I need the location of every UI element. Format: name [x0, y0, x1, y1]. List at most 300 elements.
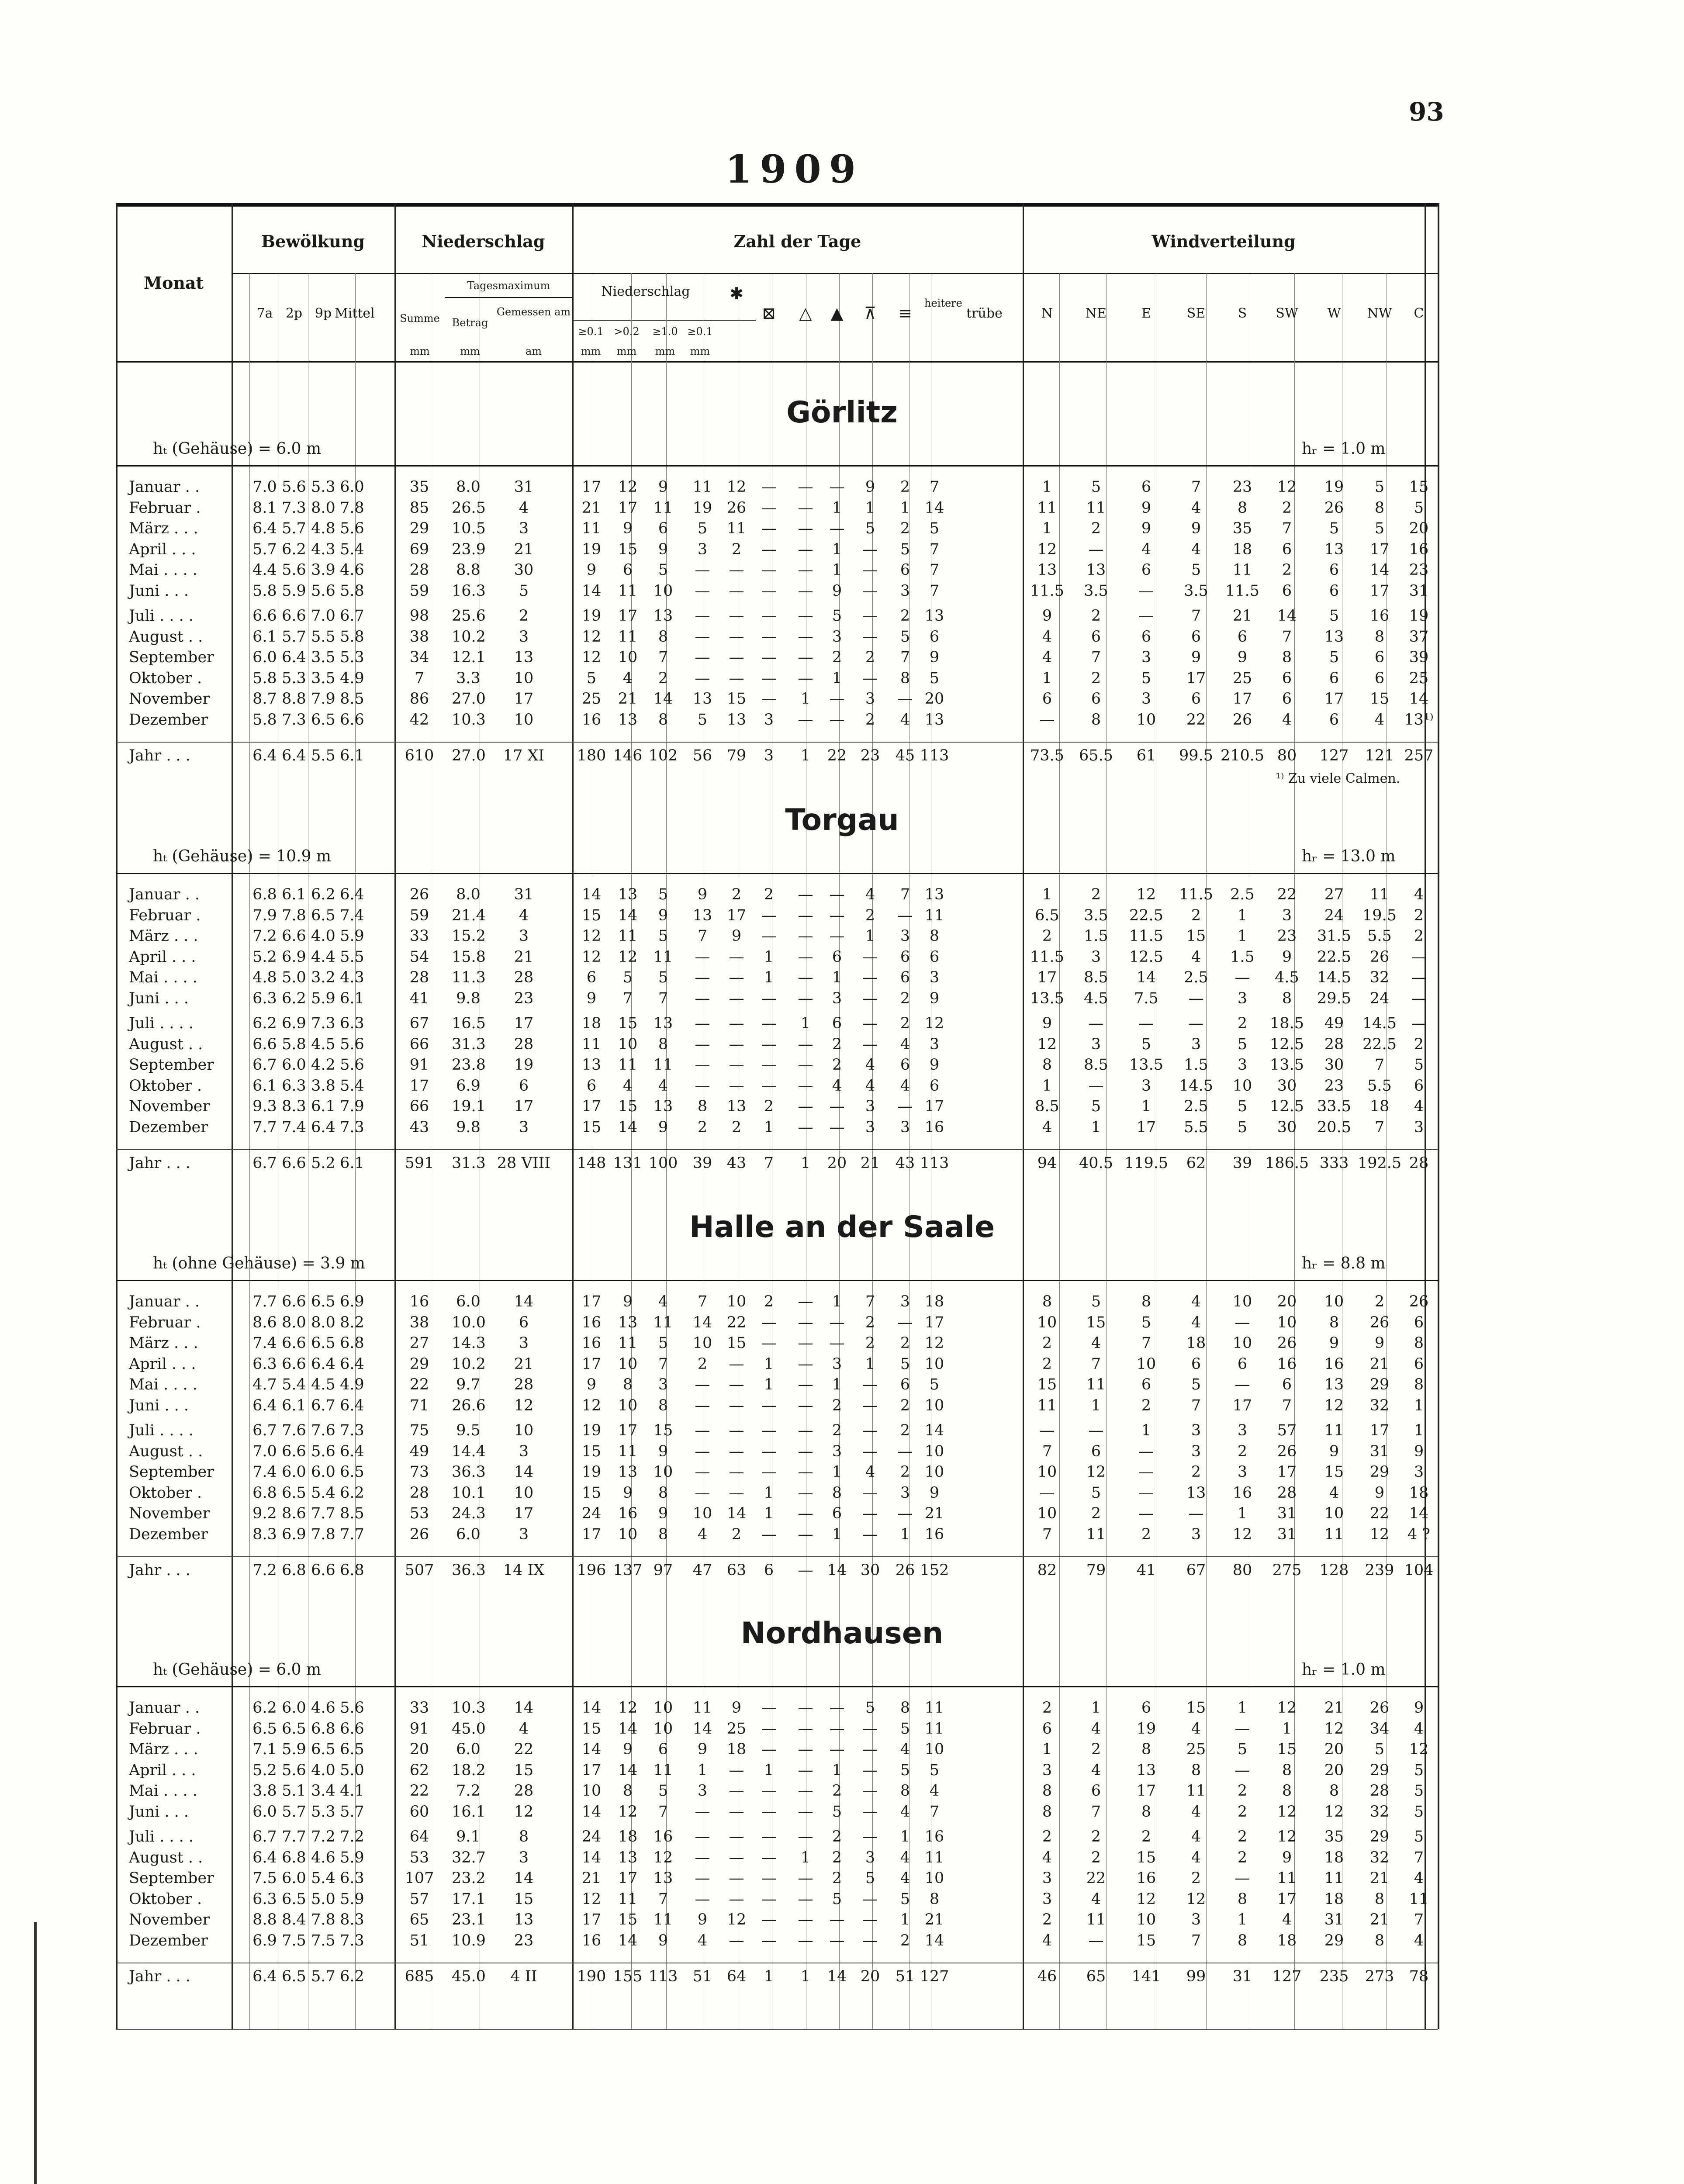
cell: —	[1138, 1505, 1154, 1522]
cell: 3	[900, 1293, 910, 1310]
cell: 8	[1329, 1782, 1339, 1800]
cell: 16.1	[452, 1803, 486, 1821]
cell: 9	[1374, 1334, 1385, 1352]
month-label: November	[129, 690, 210, 708]
month-label: März . . .	[129, 927, 198, 945]
tage-symbol-3: ▲	[830, 304, 844, 323]
cell: 17	[726, 906, 747, 924]
cell: —	[761, 690, 777, 708]
cell: 17	[1369, 582, 1390, 600]
cell: 104	[1404, 1562, 1434, 1579]
bew-col-1: 2p	[285, 306, 303, 321]
cell: 4	[622, 669, 633, 687]
cell: 6.0	[456, 1741, 481, 1758]
tage-symbol-0: ✱	[730, 284, 743, 303]
cell: 100	[648, 1154, 678, 1172]
cell: —	[1234, 1313, 1250, 1331]
month-label: Juni . . .	[129, 1396, 189, 1414]
cell: —	[862, 948, 878, 966]
cell: 6.1	[282, 1396, 306, 1414]
cell: 6.5	[311, 1741, 335, 1758]
cell: 2	[865, 1313, 875, 1331]
month-label: Mai . . . .	[129, 969, 197, 986]
cell: 12.1	[452, 649, 486, 666]
cell: 10	[924, 1741, 944, 1758]
cell: 4	[1414, 1870, 1424, 1887]
cell: 15	[581, 1484, 602, 1502]
cell: 5	[832, 607, 842, 625]
cell: 59	[409, 582, 429, 600]
month-label: Februar .	[129, 906, 201, 924]
cell: 24	[581, 1505, 602, 1522]
cell: 36.3	[452, 1463, 486, 1481]
cell: —	[695, 1828, 710, 1845]
group-monat: Monat	[143, 273, 204, 293]
cell: —	[798, 886, 813, 903]
cell: 22	[1186, 711, 1206, 729]
cell: 10	[618, 1396, 638, 1414]
cell: 23	[1232, 478, 1252, 496]
cell: 6	[1282, 540, 1292, 558]
cell: 20	[409, 1741, 429, 1758]
cell: 17	[1324, 690, 1344, 708]
cell: 4	[1191, 499, 1201, 517]
cell: 33	[409, 1699, 429, 1717]
cell: 5	[900, 1761, 910, 1779]
cell: 2	[1091, 1505, 1101, 1522]
cell: 23	[860, 747, 880, 764]
cell: 22	[514, 1741, 534, 1758]
cell: 19	[581, 1422, 602, 1439]
cell: 11	[653, 499, 673, 517]
cell: —	[761, 906, 777, 924]
cell: 2	[1282, 561, 1292, 579]
cell: 591	[405, 1154, 434, 1172]
cell: 11	[1186, 1782, 1206, 1800]
cell: 3	[832, 1355, 842, 1373]
cell: 14	[581, 1699, 602, 1717]
cell: 1	[800, 690, 811, 708]
cell: 4	[1282, 711, 1292, 729]
cell: 2	[1237, 1803, 1248, 1821]
cell: 14 IX	[503, 1562, 545, 1579]
cell: 4	[1414, 1720, 1424, 1738]
cell: 5.6	[340, 1056, 364, 1074]
cell: 65	[1086, 1968, 1106, 1985]
cell: 6	[658, 1741, 668, 1758]
cell: 7.0	[252, 478, 277, 496]
cell: 16.3	[452, 582, 486, 600]
cell: 13	[726, 1098, 747, 1115]
cell: 8.0	[456, 478, 481, 496]
cell: 7	[697, 927, 708, 945]
cell: 4	[1414, 886, 1424, 903]
cell: 3	[1237, 1463, 1248, 1481]
cell: 12	[1037, 540, 1057, 558]
cell: —	[862, 1525, 878, 1543]
cell: 14.5	[1362, 1015, 1397, 1032]
cell: 5	[929, 1761, 940, 1779]
cell: 5.4	[311, 1870, 335, 1887]
cell: 2	[1042, 1699, 1052, 1717]
cell: 3	[1091, 1035, 1101, 1053]
cell: 1	[832, 969, 842, 986]
cell: 30	[1324, 1056, 1344, 1074]
cell: 5.3	[340, 649, 364, 666]
cell: 22.5	[1129, 906, 1163, 924]
cell: 14	[581, 886, 602, 903]
cell: —	[798, 582, 813, 600]
cell: 22	[1086, 1870, 1106, 1887]
cell: 14	[1136, 969, 1156, 986]
cell: 4.9	[340, 669, 364, 687]
cell: 5.8	[340, 582, 364, 600]
cell: 6	[1191, 1355, 1201, 1373]
cell: 8	[622, 1782, 633, 1800]
cell: 2	[900, 520, 910, 537]
cell: 14	[1277, 607, 1297, 625]
cell: 4.6	[340, 561, 364, 579]
cell: 6.5	[282, 1890, 306, 1908]
cell: 4.4	[311, 948, 335, 966]
cell: —	[695, 1849, 710, 1866]
cell: 4 II	[510, 1968, 537, 1985]
cell: 15	[1277, 1741, 1297, 1758]
cell: 6.4	[252, 1968, 277, 1985]
nied-mm-2: mm	[460, 345, 480, 357]
cell: —	[761, 1911, 777, 1928]
cell: 6.6	[252, 1035, 277, 1053]
cell: —	[1234, 1720, 1250, 1738]
cell: 1	[1042, 520, 1052, 537]
cell: 7.7	[252, 1293, 277, 1310]
cell: 4.0	[311, 1761, 335, 1779]
cell: 9.5	[456, 1422, 481, 1439]
cell: 1	[1091, 1118, 1101, 1136]
cell: 3	[900, 1484, 910, 1502]
cell: 33.5	[1317, 1098, 1351, 1115]
cell: 13	[924, 607, 944, 625]
wind-col-c: C	[1414, 306, 1424, 321]
cell: 17	[581, 1098, 602, 1115]
wind-col-nw: NW	[1367, 306, 1392, 321]
cell: 17	[618, 1870, 638, 1887]
month-label: November	[129, 1098, 210, 1115]
cell: 190	[577, 1968, 606, 1985]
cell: 9	[658, 1118, 668, 1136]
cell: 16	[1409, 540, 1429, 558]
cell: 2	[832, 649, 842, 666]
wind-col-e: E	[1141, 306, 1151, 321]
cell: 1	[1091, 1699, 1101, 1717]
header-mid-rule	[232, 273, 1438, 274]
cell: 1	[1237, 1505, 1248, 1522]
cell: 12	[1086, 1463, 1106, 1481]
cell: 7.7	[282, 1828, 306, 1845]
cell: 5.7	[252, 540, 277, 558]
cell: 8.8	[282, 690, 306, 708]
cell: 9	[622, 1741, 633, 1758]
cell: 7.9	[311, 690, 335, 708]
cell: 31	[1369, 1442, 1390, 1460]
tage-mm-2: mm	[655, 345, 675, 357]
cell: 8	[929, 1890, 940, 1908]
cell: 2	[658, 669, 668, 687]
cell: 6.9	[252, 1932, 277, 1949]
cell: 23.2	[452, 1870, 486, 1887]
cell: —	[829, 690, 845, 708]
cell: 3.8	[311, 1077, 335, 1095]
cell: 7.8	[282, 906, 306, 924]
cell: 6.4	[340, 1355, 364, 1373]
cell: —	[761, 499, 777, 517]
cell: 9	[622, 1293, 633, 1310]
cell: 51	[895, 1968, 915, 1985]
cell: 31	[1324, 1911, 1344, 1928]
cell: 6.0	[340, 478, 364, 496]
cell: 6.9	[282, 1015, 306, 1032]
cell: 6	[1141, 628, 1151, 646]
cell: 7.7	[311, 1505, 335, 1522]
cell: 2	[900, 989, 910, 1007]
cell: —	[798, 711, 813, 729]
cell: 23	[514, 1932, 534, 1949]
cell: 3	[1237, 1056, 1248, 1074]
cell: 6.5	[282, 1968, 306, 1985]
cell: —	[729, 948, 744, 966]
cell: 11	[924, 1720, 944, 1738]
cell: 4	[1374, 711, 1385, 729]
cell: 7.4	[252, 1334, 277, 1352]
cell: 8	[658, 1484, 668, 1502]
cell: 15	[1369, 690, 1390, 708]
cell: —	[729, 582, 744, 600]
cell: 119.5	[1124, 1154, 1169, 1172]
cell: 14	[618, 1761, 638, 1779]
table-bottom-rule	[116, 2029, 1438, 2030]
cell: 13	[1037, 561, 1057, 579]
cell: —	[695, 1463, 710, 1481]
cell: 10	[692, 1334, 712, 1352]
cell: —	[1138, 1463, 1154, 1481]
cell: 22	[1369, 1505, 1390, 1522]
cell: 5	[1374, 478, 1385, 496]
cell: 9	[622, 520, 633, 537]
cell: 10	[653, 582, 673, 600]
cell: —	[829, 1699, 845, 1717]
cell: —	[695, 1396, 710, 1414]
cell: 5	[900, 628, 910, 646]
cell: 7.7	[340, 1525, 364, 1543]
cell: 8	[900, 1699, 910, 1717]
cell: 11.5	[1030, 582, 1064, 600]
cell: 79	[726, 747, 747, 764]
cell: 18	[581, 1015, 602, 1032]
cell: 2	[1414, 1035, 1424, 1053]
cell: 6	[1329, 669, 1339, 687]
cell: 26	[1369, 1699, 1390, 1717]
cell: 14	[1409, 1505, 1429, 1522]
cell: 1	[832, 540, 842, 558]
cell: 1	[832, 561, 842, 579]
cell: 27.0	[452, 747, 486, 764]
cell: 6	[1191, 628, 1201, 646]
cell: 6.2	[311, 886, 335, 903]
cell: 102	[648, 747, 678, 764]
cell: 10	[924, 1870, 944, 1887]
cell: 7.3	[282, 711, 306, 729]
cell: 17	[1277, 1463, 1297, 1481]
cell: 6.0	[311, 1463, 335, 1481]
cell: 3	[519, 1118, 529, 1136]
cell: 8	[1282, 989, 1292, 1007]
cell: 3	[832, 1442, 842, 1460]
cell: —	[798, 607, 813, 625]
cell: 28	[514, 969, 534, 986]
cell: 5	[1414, 1803, 1424, 1821]
cell: —	[729, 1035, 744, 1053]
cell: 16	[581, 1313, 602, 1331]
cell: 35	[1232, 520, 1252, 537]
cell: 3	[1191, 1911, 1201, 1928]
month-label: August . .	[129, 1849, 203, 1866]
cell: 12	[1369, 1525, 1390, 1543]
cell: 5.8	[252, 582, 277, 600]
cell: 1	[832, 1463, 842, 1481]
cell: 8	[1042, 1293, 1052, 1310]
cell: 24	[581, 1828, 602, 1845]
cell: 10	[514, 1422, 534, 1439]
cell: 8	[1414, 1376, 1424, 1393]
cell: 25	[726, 1720, 747, 1738]
cell: 8	[1141, 1803, 1151, 1821]
cell: 6	[1282, 582, 1292, 600]
cell: —	[798, 1098, 813, 1115]
cell: 25	[1409, 669, 1429, 687]
cell: —	[761, 1396, 777, 1414]
cell: 10	[1136, 1911, 1156, 1928]
cell: 11.5	[1225, 582, 1259, 600]
cell: 7	[658, 989, 668, 1007]
cell: 3.5	[311, 669, 335, 687]
cell: —	[829, 1932, 845, 1949]
cell: 5.6	[340, 1699, 364, 1717]
cell: 6.6	[282, 1154, 306, 1172]
cell: 2.5	[1230, 886, 1255, 903]
cell: 1.5	[1084, 927, 1108, 945]
cell: 15	[581, 1442, 602, 1460]
cell: 18	[1369, 1098, 1390, 1115]
cell: —	[798, 669, 813, 687]
cell: 3	[1282, 906, 1292, 924]
header-vrule	[116, 203, 118, 2029]
cell: —	[798, 1035, 813, 1053]
cell: 7.5	[282, 1932, 306, 1949]
cell: 12	[726, 478, 747, 496]
cell: 9	[1141, 499, 1151, 517]
cell: 2	[731, 1525, 742, 1543]
cell: 6	[1191, 690, 1201, 708]
cell: 2	[900, 1422, 910, 1439]
cell: 29	[1369, 1828, 1390, 1845]
wind-col-ne: NE	[1085, 306, 1107, 321]
cell: 7	[1191, 478, 1201, 496]
cell: 14	[581, 1741, 602, 1758]
cell: —	[798, 1334, 813, 1352]
cell: —	[798, 1484, 813, 1502]
cell: —	[862, 607, 878, 625]
cell: 17	[618, 1422, 638, 1439]
cell: 10	[618, 649, 638, 666]
cell: 6	[622, 561, 633, 579]
cell: 5	[1191, 561, 1201, 579]
cell: 6.2	[252, 1015, 277, 1032]
cell: 141	[1131, 1968, 1161, 1985]
cell: 9	[658, 1932, 668, 1949]
cell: 13	[653, 607, 673, 625]
cell: —	[1088, 1932, 1104, 1949]
cell: 8	[1042, 1782, 1052, 1800]
cell: 8.2	[340, 1313, 364, 1331]
month-label: März . . .	[129, 1741, 198, 1758]
cell: 22	[1277, 886, 1297, 903]
cell: 8	[1374, 1890, 1385, 1908]
cell: —	[761, 520, 777, 537]
cell: —	[798, 1761, 813, 1779]
cell: —	[761, 1741, 777, 1758]
cell: 6.0	[282, 1870, 306, 1887]
page-number: 93	[1409, 97, 1444, 127]
cell: 4	[658, 1077, 668, 1095]
cell: 15	[1136, 1932, 1156, 1949]
cell: 210.5	[1221, 747, 1265, 764]
cell: 18	[1324, 1849, 1344, 1866]
cell: 8.0	[282, 1313, 306, 1331]
cell: 5.8	[340, 628, 364, 646]
cell: —	[729, 1803, 744, 1821]
cell: 27	[1324, 886, 1344, 903]
cell: 10.3	[452, 711, 486, 729]
cell: 10	[692, 1505, 712, 1522]
cell: 180	[577, 747, 606, 764]
cell: 25	[1186, 1741, 1206, 1758]
cell: 6.8	[282, 1849, 306, 1866]
cell: 11	[653, 1761, 673, 1779]
station-footnote: ¹⁾ Zu viele Calmen.	[1276, 771, 1400, 786]
cell: 31.5	[1317, 927, 1351, 945]
cell: —	[798, 1525, 813, 1543]
cell: 9	[731, 927, 742, 945]
cell: 610	[405, 747, 434, 764]
cell: —	[761, 649, 777, 666]
cell: —	[729, 1484, 744, 1502]
cell: 4	[1191, 1720, 1201, 1738]
cell: 8.0	[311, 1313, 335, 1331]
cell: 15	[1409, 478, 1429, 496]
cell: 8.6	[282, 1505, 306, 1522]
month-label: Januar . .	[129, 1293, 200, 1310]
month-label: Dezember	[129, 711, 208, 729]
cell: 30	[514, 561, 534, 579]
cell: 7.8	[311, 1911, 335, 1928]
station-hr: hᵣ = 1.0 m	[1302, 440, 1386, 458]
cell: 5	[519, 582, 529, 600]
cell: 6	[1414, 1077, 1424, 1095]
cell: 5	[658, 927, 668, 945]
month-label: September	[129, 1056, 214, 1074]
cell: 26	[1369, 948, 1390, 966]
cell: 5.0	[311, 1890, 335, 1908]
